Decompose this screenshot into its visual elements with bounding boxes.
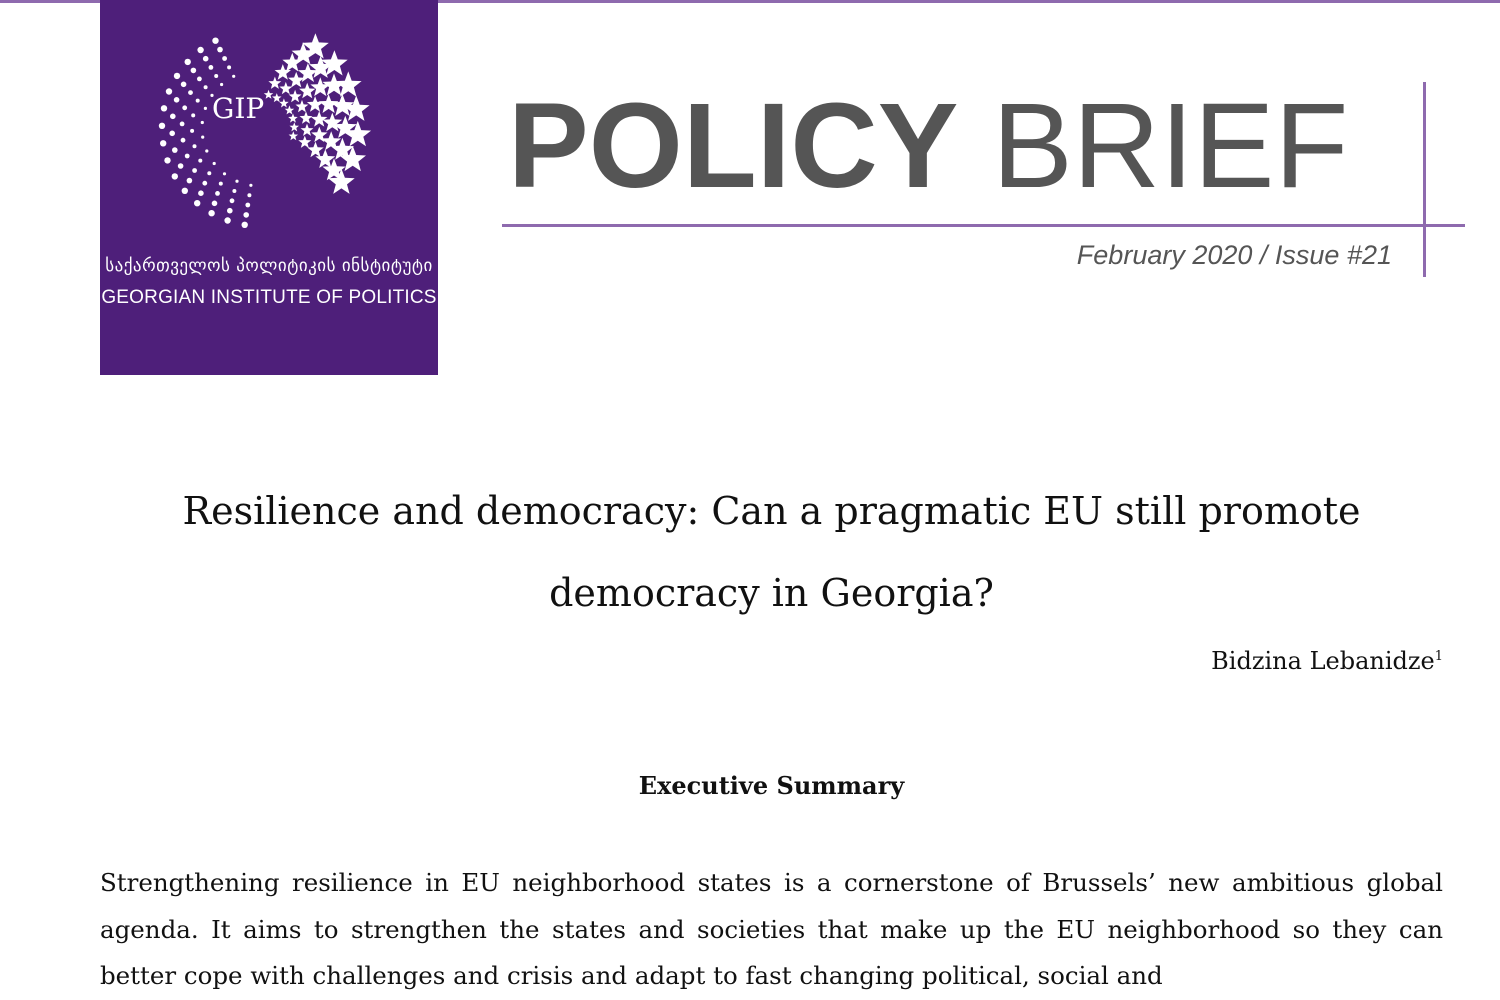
document-title: Resilience and democracy: Can a pragmatic EU still promote democracy in Georgia? (182, 489, 1361, 615)
globe-dot (182, 188, 188, 194)
globe-dot (223, 172, 226, 175)
globe-dot (172, 147, 178, 153)
globe-star (289, 131, 299, 140)
globe-dot (201, 121, 204, 124)
globe-dot (191, 113, 195, 117)
author (1211, 647, 1443, 675)
globe-star (272, 93, 282, 102)
globe-dot (174, 73, 180, 79)
globe-dot (159, 123, 165, 129)
globe-dot (232, 75, 235, 78)
globe-dot (172, 173, 178, 179)
globe-star (279, 82, 292, 94)
globe-dot (174, 97, 180, 103)
globe-dot (214, 74, 218, 78)
globe-dot (204, 107, 207, 110)
globe-dot (188, 90, 193, 95)
footnote-marker: 1 (1434, 649, 1443, 664)
globe-dot (178, 163, 184, 169)
globe-dot (243, 212, 249, 218)
globe-dot (212, 38, 218, 44)
globe-dot (202, 181, 207, 186)
globe-dot (209, 65, 214, 70)
author-name: Bidzina Lebanidze (1211, 647, 1435, 675)
globe-dot (204, 85, 208, 89)
globe-dot (208, 210, 214, 216)
globe-star (307, 142, 323, 158)
globe-star (307, 96, 323, 112)
globe-dot (207, 171, 211, 175)
globe-dot (198, 159, 202, 163)
globe-dot (242, 222, 248, 228)
executive-summary-heading: Executive Summary (638, 771, 905, 800)
globe-star (301, 124, 314, 136)
globe-dot (180, 122, 185, 127)
globe-dot (169, 131, 175, 137)
gip-acronym: GIP (212, 92, 265, 125)
globe-dot (235, 180, 238, 183)
globe-dot (227, 65, 231, 69)
globe-dot (170, 114, 176, 120)
globe-dot (222, 56, 227, 61)
globe-dot (212, 201, 218, 207)
globe-dot (181, 138, 186, 143)
globe-dot (160, 140, 166, 146)
globe-dot (185, 154, 190, 159)
globe-dot (205, 149, 208, 152)
header-horizontal-rule (502, 224, 1465, 227)
globe-dot (245, 203, 250, 208)
globe-dot (220, 83, 223, 86)
institute-name-english: GEORGIAN INSTITUTE OF POLITICS (101, 287, 437, 308)
globe-dot (197, 47, 203, 53)
globe-dot (232, 189, 236, 193)
globe-dot (217, 47, 223, 53)
globe-dot (203, 56, 209, 62)
globe-star (264, 90, 274, 99)
brief-word: BRIEF (992, 77, 1349, 213)
globe-dot (201, 136, 204, 139)
institute-name-georgian: საქართველოს პოლიტიკის ინსტიტუტი (105, 256, 433, 276)
globe-star (311, 111, 327, 127)
globe-dot (213, 162, 216, 165)
globe-dot (224, 217, 230, 223)
issue-date: February 2020 / Issue #21 (1076, 240, 1392, 270)
globe-dot (185, 59, 191, 65)
globe-dot (215, 191, 220, 196)
globe-dot (166, 88, 172, 94)
policy-brief-heading (508, 77, 1349, 213)
globe-star (298, 136, 311, 148)
globe-dot (192, 168, 197, 173)
gip-logo (100, 0, 438, 375)
header-vertical-rule (1423, 82, 1426, 277)
globe-dot (181, 82, 187, 88)
globe-star (288, 72, 304, 88)
globe-dot (196, 99, 200, 103)
globe-dot (193, 144, 197, 148)
globe-dot (191, 68, 197, 74)
globe-star (288, 114, 298, 123)
globe-dot (164, 157, 170, 163)
globe-dot (182, 105, 187, 110)
globe-dot (197, 77, 202, 82)
globe-dot (190, 129, 194, 133)
globe-dot (194, 200, 200, 206)
globe-dot (249, 184, 252, 187)
globe-dot (187, 178, 193, 184)
globe-dot (219, 182, 223, 186)
globe-dot (227, 208, 233, 214)
policy-word: POLICY (508, 77, 959, 213)
globe-dot (247, 193, 251, 197)
globe-dot (230, 198, 235, 203)
globe-star (300, 111, 313, 123)
star-globe-icon (100, 0, 438, 250)
globe-star (296, 100, 309, 112)
globe-star (290, 122, 300, 131)
globe-star (279, 98, 289, 107)
executive-summary-text: Strengthening resilience in EU neighborhood states is a cornerstone of Brussels’ new ambitious global agenda. It aims to strengthen the states and societies that make up the EU neighborhood so they can better cope with challenges and crisis and adapt to fast changing political, social and (100, 868, 1443, 990)
globe-dot (161, 105, 167, 111)
globe-star (289, 90, 302, 102)
globe-dot (198, 190, 204, 196)
globe-star (343, 96, 370, 121)
